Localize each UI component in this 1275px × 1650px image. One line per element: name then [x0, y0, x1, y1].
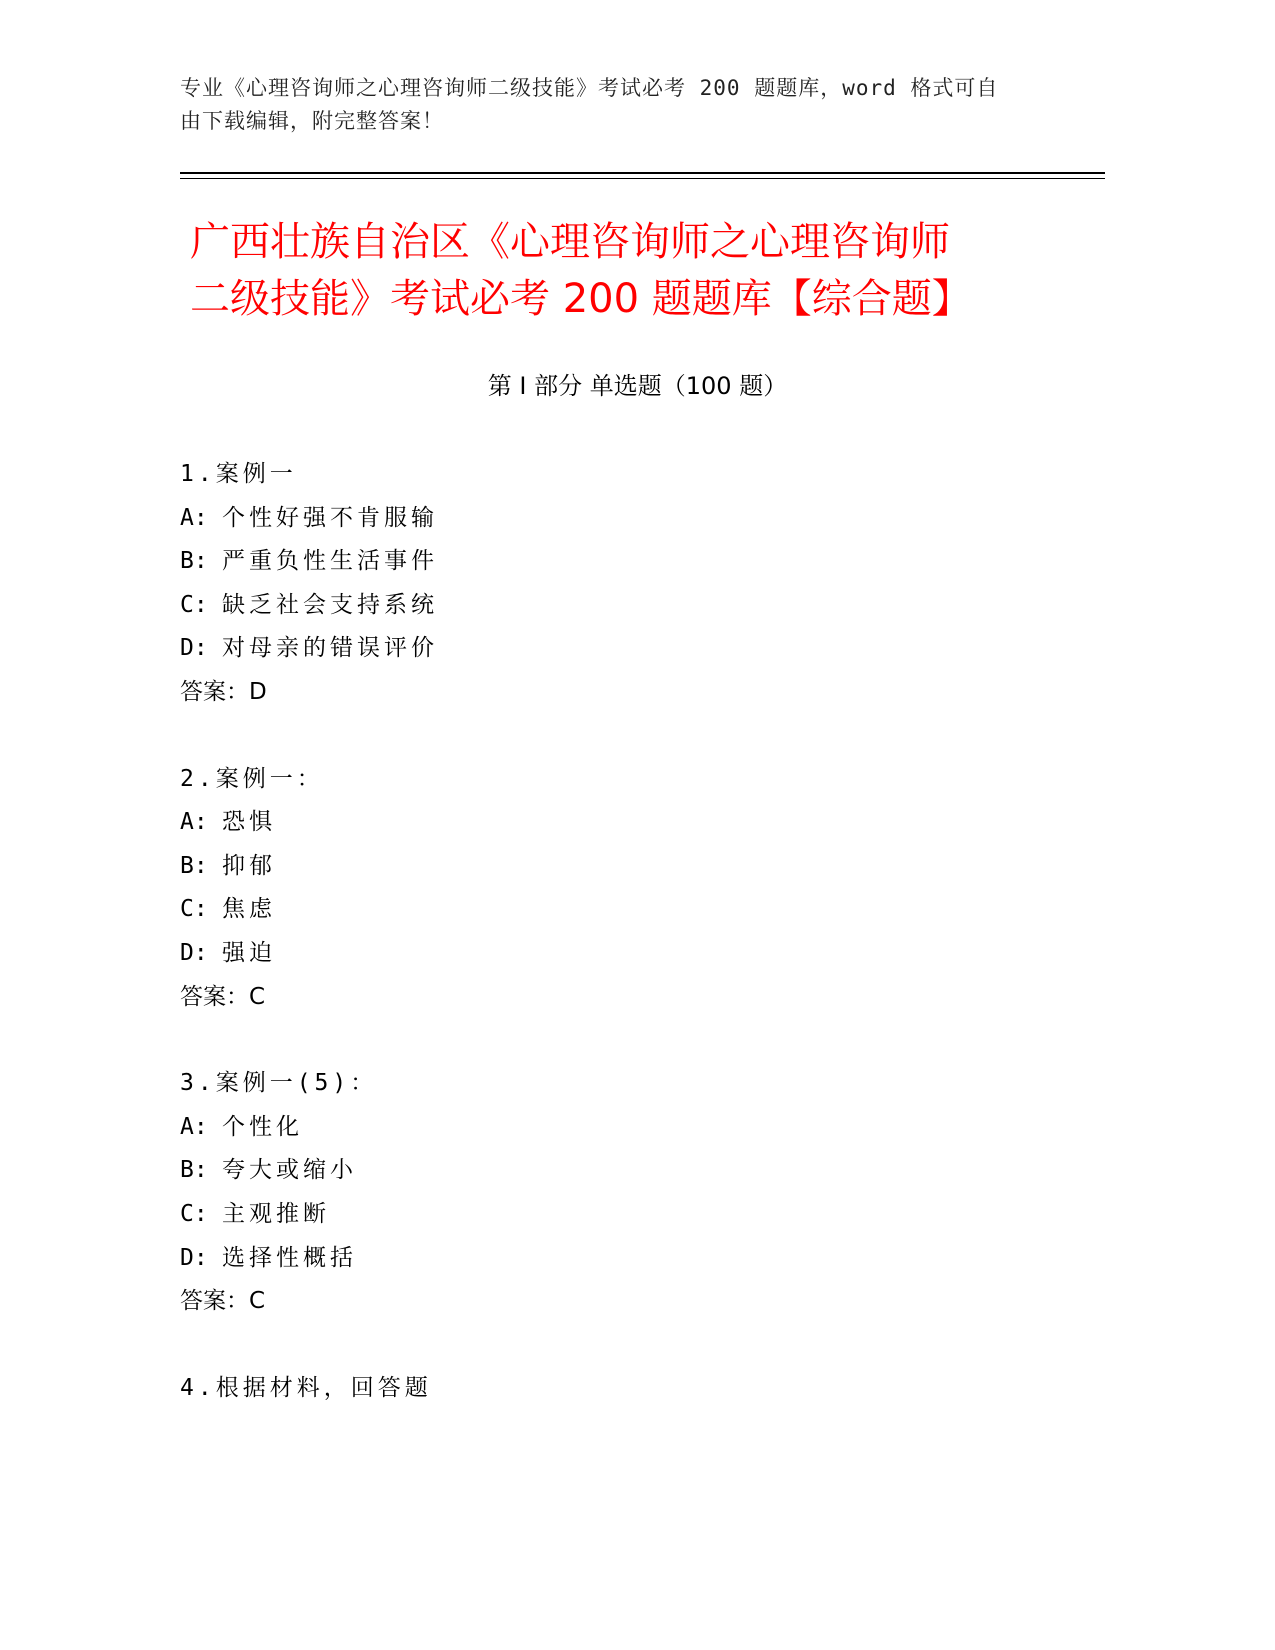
question-stem: 4.根据材料，回答题 — [180, 1374, 432, 1401]
answer-line: 答案：C — [180, 983, 266, 1010]
option-b — [180, 540, 1080, 584]
section-heading: 第 I 部分 单选题（100 题） — [487, 372, 788, 400]
option-text: 个性好强不肯服输 — [222, 504, 438, 531]
option-d — [180, 627, 1080, 671]
document-title-line-2: 二级技能》考试必考 200 题题库【综合题】 — [190, 276, 972, 322]
option-b — [180, 845, 1080, 889]
header-rule-thick — [180, 172, 1105, 174]
option-letter: B: — [180, 1157, 208, 1184]
option-letter: A: — [180, 809, 208, 836]
option-letter: D: — [180, 939, 208, 966]
question-4 — [180, 1367, 1080, 1411]
option-c — [180, 888, 1080, 932]
question-stem: 3.案例一(5)： — [180, 1070, 378, 1097]
option-text: 抑郁 — [222, 852, 276, 879]
option-text: 强迫 — [222, 939, 276, 966]
option-d — [180, 1237, 1080, 1281]
option-b — [180, 1149, 1080, 1193]
option-letter: B: — [180, 852, 208, 879]
option-a — [180, 497, 1080, 541]
option-letter: C: — [180, 591, 208, 618]
question-list — [180, 453, 1080, 1453]
option-text: 严重负性生活事件 — [222, 548, 438, 575]
option-text: 夸大或缩小 — [222, 1157, 357, 1184]
header-rule-thin — [180, 178, 1105, 179]
option-letter: A: — [180, 1113, 208, 1140]
document-title — [190, 214, 1090, 328]
option-text: 焦虑 — [222, 896, 276, 923]
document-title-line-1: 广西壮族自治区《心理咨询师之心理咨询师 — [190, 219, 950, 265]
question-2 — [180, 758, 1080, 1020]
option-letter: C: — [180, 1200, 208, 1227]
option-d — [180, 932, 1080, 976]
option-text: 对母亲的错误评价 — [222, 635, 438, 662]
option-letter: A: — [180, 504, 208, 531]
question-stem: 2.案例一： — [180, 765, 324, 792]
option-a — [180, 801, 1080, 845]
question-stem: 1.案例一 — [180, 461, 297, 487]
option-text: 个性化 — [222, 1113, 303, 1140]
header-note-line-2: 由下载编辑，附完整答案！ — [180, 109, 444, 133]
option-c — [180, 584, 1080, 628]
answer-line: 答案：C — [180, 1288, 266, 1315]
option-a — [180, 1106, 1080, 1150]
option-letter: D: — [180, 635, 208, 662]
option-letter: D: — [180, 1244, 208, 1271]
header-note — [180, 72, 1040, 138]
header-note-line-1: 专业《心理咨询师之心理咨询师二级技能》考试必考 200 题题库，word 格式可自 — [180, 76, 999, 100]
answer-line: 答案：D — [180, 678, 267, 705]
option-text: 选择性概括 — [222, 1244, 357, 1271]
option-c — [180, 1193, 1080, 1237]
option-text: 恐惧 — [222, 809, 276, 836]
question-1 — [180, 453, 1080, 715]
option-letter: C: — [180, 896, 208, 923]
option-text: 主观推断 — [222, 1200, 330, 1227]
question-3 — [180, 1062, 1080, 1324]
option-text: 缺乏社会支持系统 — [222, 591, 438, 618]
option-letter: B: — [180, 548, 208, 575]
